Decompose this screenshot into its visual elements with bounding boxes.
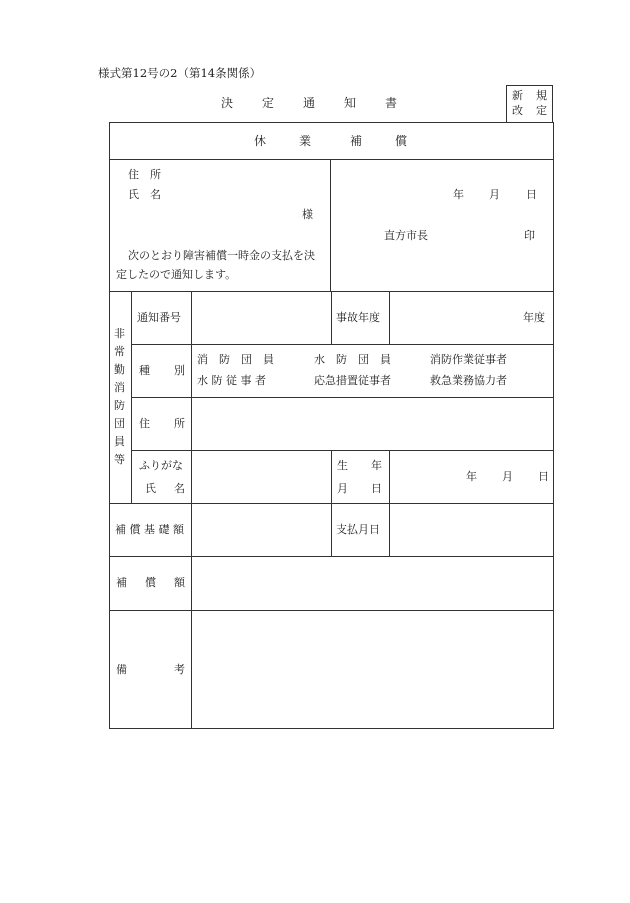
form-number: 様式第12号の2（第14条関係） — [98, 66, 262, 80]
category-label: 種 — [139, 364, 150, 377]
title-char: 知 — [344, 96, 357, 110]
issue-day: 日 — [526, 188, 537, 201]
title-char: 書 — [385, 96, 398, 110]
amount-label-char: 額 — [174, 576, 185, 589]
accident-year-label: 事故年度 — [336, 311, 380, 324]
remarks-label-2: 考 — [174, 663, 185, 676]
recipient-address-label-2: 所 — [150, 168, 161, 181]
furigana-label: ふりがな — [139, 459, 183, 472]
birth-label-char: 生 — [337, 459, 348, 472]
category-option[interactable]: 水 防 従 事 者 — [197, 374, 266, 387]
side-char: 非 — [114, 327, 125, 340]
birth-label-char: 年 — [371, 459, 382, 472]
title-char: 定 — [262, 96, 275, 110]
revision-box — [506, 85, 553, 123]
notice-number-field[interactable] — [193, 293, 329, 343]
revision-amend: 改 — [512, 104, 523, 117]
accident-year-field[interactable] — [391, 293, 511, 343]
birth-label-char: 日 — [371, 482, 382, 495]
section-char: 休 — [254, 134, 267, 148]
member-name-label: 氏 — [145, 482, 156, 495]
revision-new: 新 — [512, 89, 523, 102]
member-address-label: 住 — [139, 417, 150, 430]
payment-date-field[interactable] — [391, 505, 552, 555]
birth-label-char: 月 — [337, 482, 348, 495]
revision-amend-2: 定 — [536, 104, 547, 117]
side-char: 員 — [114, 435, 125, 448]
category-option[interactable]: 消防作業従事者 — [430, 353, 507, 366]
base-amount-field[interactable] — [193, 505, 329, 555]
birth-month: 月 — [502, 470, 513, 483]
member-address-field[interactable] — [193, 399, 552, 449]
section-char: 償 — [395, 134, 408, 148]
amount-label-char: 補 — [116, 576, 127, 589]
amount-label-char: 償 — [145, 576, 156, 589]
issue-year: 年 — [453, 188, 464, 201]
recipient-name-label: 氏 — [128, 188, 139, 201]
side-char: 等 — [114, 453, 125, 466]
payment-date-label: 支払月日 — [336, 523, 380, 536]
birth-year: 年 — [466, 470, 477, 483]
side-char: 常 — [114, 345, 125, 358]
category-option[interactable]: 水 防 団 員 — [314, 353, 391, 366]
title-char: 通 — [303, 96, 316, 110]
member-name-field[interactable] — [193, 452, 329, 502]
seal-mark: 印 — [524, 229, 535, 242]
section-char: 補 — [350, 134, 363, 148]
side-char: 防 — [114, 399, 125, 412]
birth-day: 日 — [538, 470, 549, 483]
side-char: 消 — [114, 381, 125, 394]
notice-text-line2: 定したので通知します。 — [116, 268, 237, 281]
remarks-field[interactable] — [193, 612, 552, 727]
category-label-2: 別 — [174, 364, 185, 377]
base-amount-label: 補 償 基 礎 額 — [115, 523, 184, 536]
remarks-label: 備 — [116, 663, 127, 676]
member-name-label-2: 名 — [174, 482, 185, 495]
category-option[interactable]: 消 防 団 員 — [197, 353, 274, 366]
recipient-name-label-2: 名 — [150, 188, 161, 201]
notice-text-line1: 次のとおり障害補償一時金の支払を決 — [128, 249, 315, 262]
amount-field[interactable] — [193, 558, 552, 609]
mayor-title: 直方市長 — [384, 229, 428, 242]
notice-number-label: 通知番号 — [137, 311, 181, 324]
side-char: 団 — [114, 417, 125, 430]
category-option[interactable]: 応急措置従事者 — [314, 374, 391, 387]
recipient-address-label: 住 — [128, 168, 139, 181]
accident-year-unit: 年度 — [523, 311, 545, 324]
side-char: 勤 — [114, 363, 125, 376]
honorific: 様 — [302, 208, 313, 221]
section-char: 業 — [299, 134, 312, 148]
issue-month: 月 — [489, 188, 500, 201]
category-option[interactable]: 救急業務協力者 — [430, 374, 507, 387]
revision-new-2: 規 — [536, 89, 547, 102]
member-address-label-2: 所 — [174, 417, 185, 430]
title-char: 決 — [221, 96, 234, 110]
